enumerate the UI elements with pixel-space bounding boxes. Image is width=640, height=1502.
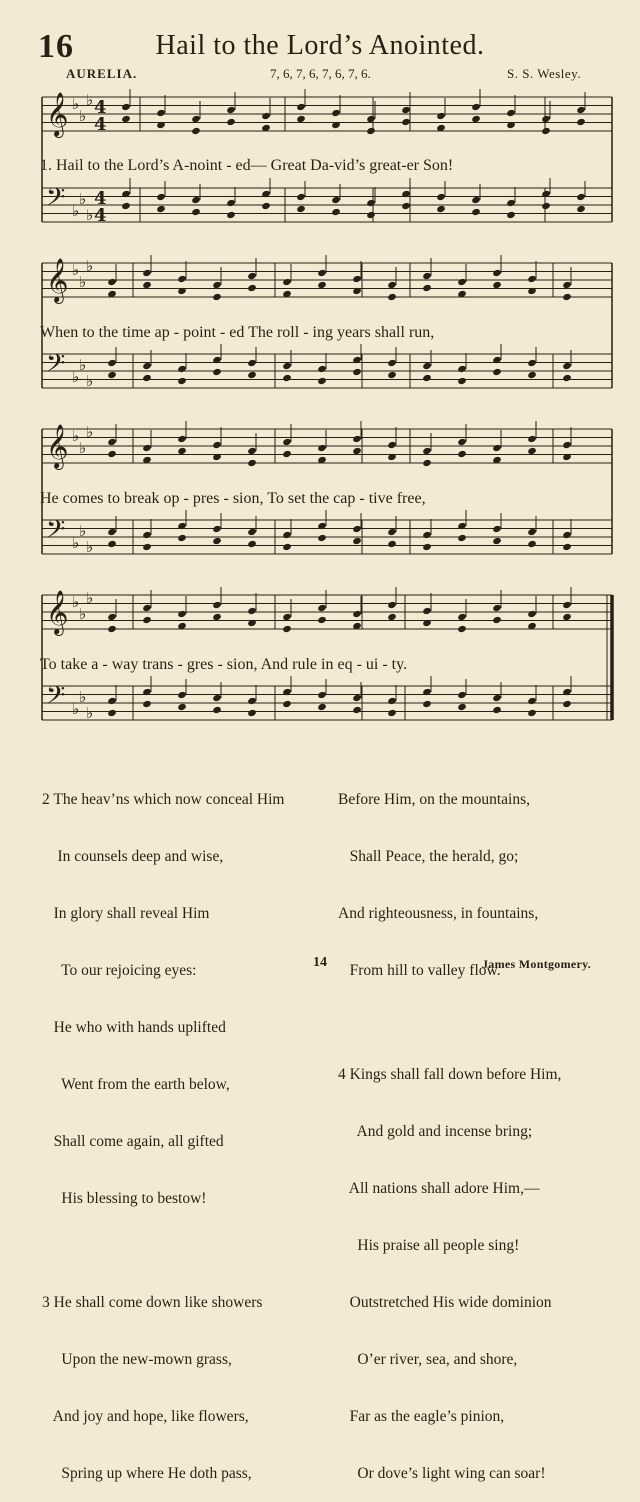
lyric-line-2: When to the time ap - point - ed The roll - ing years shall run, [40, 324, 435, 341]
note-head [387, 709, 397, 717]
note-head [282, 543, 292, 551]
stanza-line: All nations shall adore Him,— [338, 1180, 540, 1197]
flat-sign: ♭ [79, 688, 87, 706]
note-head [156, 109, 166, 117]
note-head [562, 613, 572, 621]
flat-sign: ♭ [72, 202, 80, 220]
note-head [492, 269, 502, 277]
composer: S. S. Wesley. [507, 66, 582, 81]
note-head [317, 616, 327, 624]
stanza-line: Shall come again, all gifted [42, 1133, 224, 1150]
note-head [457, 534, 467, 542]
time-signature: 4 [94, 205, 107, 226]
note-head [212, 694, 222, 702]
note-head [247, 528, 257, 536]
note-head [142, 269, 152, 277]
note-head [422, 607, 432, 615]
stanza-line: To our rejoicing eyes: [42, 962, 197, 979]
note-head [296, 115, 306, 123]
note-head [457, 365, 467, 373]
note-head [282, 362, 292, 370]
note-head [366, 115, 376, 123]
flat-sign: ♭ [72, 368, 80, 386]
note-head [352, 275, 362, 283]
note-head [366, 127, 376, 135]
flat-sign: ♭ [86, 423, 94, 441]
note-head [471, 208, 481, 216]
meter: 7, 6, 7, 6, 7, 6, 7, 6. [270, 66, 371, 81]
note-head [247, 371, 257, 379]
note-head [422, 543, 432, 551]
note-head [387, 613, 397, 621]
note-head [576, 205, 586, 213]
note-head [191, 127, 201, 135]
author: James Montgomery. [482, 957, 592, 971]
note-head [436, 193, 446, 201]
note-head [107, 450, 117, 458]
stanza-line: 2 The heav’ns which now conceal Him [42, 791, 285, 808]
page-number: 14 [313, 955, 327, 970]
flat-sign: ♭ [79, 605, 87, 623]
note-head [562, 700, 572, 708]
note-head [457, 438, 467, 446]
note-head [177, 377, 187, 385]
note-head [142, 700, 152, 708]
note-head [142, 444, 152, 452]
stanza-line: In counsels deep and wise, [42, 848, 224, 865]
flat-sign: ♭ [86, 538, 94, 556]
time-signature: 4 [94, 114, 107, 135]
flat-sign: ♭ [86, 91, 94, 109]
note-head [562, 293, 572, 301]
note-head [317, 269, 327, 277]
note-head [282, 531, 292, 539]
note-head [562, 281, 572, 289]
lyric-line-3: He comes to break op - pres - sion, To set the cap - tive free, [40, 490, 426, 507]
note-head [422, 459, 432, 467]
note-head [282, 278, 292, 286]
treble-clef: 𝄞 [46, 92, 69, 136]
note-head [282, 438, 292, 446]
note-head [107, 540, 117, 548]
note-head [107, 278, 117, 286]
note-head [492, 537, 502, 545]
treble-clef: 𝄞 [46, 590, 69, 634]
note-head [387, 697, 397, 705]
note-head [492, 525, 502, 533]
note-head [282, 450, 292, 458]
note-head [177, 534, 187, 542]
note-head [177, 447, 187, 455]
bass-clef: 𝄢 [46, 681, 66, 716]
note-head [331, 196, 341, 204]
note-head [142, 362, 152, 370]
note-head [212, 525, 222, 533]
note-head [492, 368, 502, 376]
stanza-line: And joy and hope, like flowers, [42, 1408, 249, 1425]
note-head [177, 691, 187, 699]
note-head [562, 441, 572, 449]
stanzas-right [338, 752, 561, 1502]
note-head [562, 601, 572, 609]
note-head [422, 284, 432, 292]
flat-sign: ♭ [72, 95, 80, 113]
note-head [121, 115, 131, 123]
note-head [401, 118, 411, 126]
note-head [422, 531, 432, 539]
note-head [387, 540, 397, 548]
hymn-title: Hail to the Lord’s Anointed. [155, 30, 485, 61]
note-head [282, 613, 292, 621]
stanza-line: And righteousness, in fountains, [338, 905, 539, 922]
note-head [401, 106, 411, 114]
note-head [142, 531, 152, 539]
note-head [527, 528, 537, 536]
note-head [422, 272, 432, 280]
note-head [387, 528, 397, 536]
note-head [352, 525, 362, 533]
note-head [492, 281, 502, 289]
note-head [226, 106, 236, 114]
note-head [226, 118, 236, 126]
flat-sign: ♭ [72, 261, 80, 279]
note-head [282, 374, 292, 382]
note-head [212, 537, 222, 545]
stanza-line: Spring up where He doth pass, [42, 1465, 252, 1482]
note-head [352, 368, 362, 376]
note-head [457, 450, 467, 458]
note-head [352, 706, 362, 714]
note-head [387, 371, 397, 379]
flat-sign: ♭ [72, 534, 80, 552]
note-head [121, 202, 131, 210]
note-head [107, 697, 117, 705]
stanza-line: Went from the earth below, [42, 1076, 230, 1093]
note-head [352, 694, 362, 702]
time-signature: 4 [94, 97, 107, 118]
note-head [156, 205, 166, 213]
stanza-line: O’er river, sea, and shore, [338, 1351, 518, 1368]
note-head [261, 202, 271, 210]
note-head [247, 540, 257, 548]
note-head [492, 616, 502, 624]
note-head [457, 625, 467, 633]
stanza-line: 4 Kings shall fall down before Him, [338, 1066, 562, 1083]
note-head [387, 359, 397, 367]
stanza-line: Or dove’s light wing can soar! [338, 1465, 546, 1482]
note-head [436, 112, 446, 120]
note-head [457, 278, 467, 286]
note-head [261, 112, 271, 120]
bass-clef: 𝄢 [46, 515, 66, 550]
note-head [142, 281, 152, 289]
note-head [107, 438, 117, 446]
note-head [401, 202, 411, 210]
note-head [331, 109, 341, 117]
note-head [492, 604, 502, 612]
note-head [352, 610, 362, 618]
treble-clef: 𝄞 [46, 258, 69, 302]
note-head [527, 435, 537, 443]
tune-name: AURELIA. [66, 66, 138, 81]
note-head [527, 447, 537, 455]
note-head [562, 362, 572, 370]
time-signature: 4 [94, 188, 107, 209]
note-head [576, 118, 586, 126]
note-head [296, 193, 306, 201]
note-head [492, 444, 502, 452]
note-head [212, 613, 222, 621]
flat-sign: ♭ [86, 704, 94, 722]
note-head [317, 365, 327, 373]
note-head [247, 447, 257, 455]
note-head [212, 293, 222, 301]
note-head [191, 208, 201, 216]
lyric-line-1: 1. Hail to the Lord’s A-noint - ed— Great Da-vid’s great-er Son! [40, 157, 454, 174]
flat-sign: ♭ [79, 273, 87, 291]
note-head [317, 604, 327, 612]
note-head [212, 441, 222, 449]
note-head [296, 205, 306, 213]
stanza-line: Outstretched His wide dominion [338, 1294, 552, 1311]
note-head [541, 127, 551, 135]
stanza-line: From hill to valley flow. [338, 962, 501, 979]
note-head [282, 700, 292, 708]
bass-clef: 𝄢 [46, 183, 66, 218]
note-head [387, 441, 397, 449]
note-head [527, 610, 537, 618]
stanza-line: And gold and incense bring; [338, 1123, 533, 1140]
note-head [331, 208, 341, 216]
note-head [317, 691, 327, 699]
note-head [527, 359, 537, 367]
note-head [471, 103, 481, 111]
hymn-number: 16 [38, 28, 74, 65]
note-head [387, 281, 397, 289]
note-head [457, 377, 467, 385]
stanza-line: 3 He shall come down like showers [42, 1294, 263, 1311]
stanza-line [338, 1018, 561, 1027]
note-head [422, 362, 432, 370]
note-head [457, 691, 467, 699]
note-head [422, 374, 432, 382]
note-head [527, 371, 537, 379]
stanza-line: His blessing to bestow! [42, 1190, 207, 1207]
flat-sign: ♭ [79, 190, 87, 208]
note-head [422, 447, 432, 455]
note-head [576, 106, 586, 114]
note-head [457, 703, 467, 711]
note-head [177, 275, 187, 283]
note-head [317, 534, 327, 542]
note-head [352, 447, 362, 455]
note-head [471, 196, 481, 204]
note-head [366, 199, 376, 207]
note-head [366, 211, 376, 219]
stanza-line: Shall Peace, the herald, go; [338, 848, 519, 865]
note-head [212, 281, 222, 289]
flat-sign: ♭ [86, 372, 94, 390]
note-head [317, 703, 327, 711]
note-head [247, 459, 257, 467]
note-head [107, 625, 117, 633]
note-head [527, 275, 537, 283]
note-head [191, 115, 201, 123]
note-head [492, 694, 502, 702]
note-head [506, 199, 516, 207]
note-head [457, 613, 467, 621]
note-head [387, 601, 397, 609]
flat-sign: ♭ [79, 107, 87, 125]
flat-sign: ♭ [79, 522, 87, 540]
note-head [177, 435, 187, 443]
note-head [317, 377, 327, 385]
flat-sign: ♭ [79, 356, 87, 374]
note-head [107, 709, 117, 717]
note-head [471, 115, 481, 123]
note-head [296, 103, 306, 111]
note-head [156, 193, 166, 201]
note-head [177, 610, 187, 618]
note-head [317, 281, 327, 289]
note-head [212, 368, 222, 376]
flat-sign: ♭ [86, 206, 94, 224]
stanza-line: His praise all people sing! [338, 1237, 520, 1254]
note-head [562, 374, 572, 382]
note-head [527, 709, 537, 717]
note-head [541, 202, 551, 210]
note-head [576, 193, 586, 201]
flat-sign: ♭ [86, 589, 94, 607]
lyric-line-4: To take a - way trans - gres - sion, And rule in eq - ui - ty. [40, 656, 408, 673]
note-head [177, 365, 187, 373]
note-head [527, 697, 537, 705]
note-head [247, 284, 257, 292]
note-head [142, 616, 152, 624]
stanza-line: Upon the new-mown grass, [42, 1351, 232, 1368]
note-head [121, 103, 131, 111]
note-head [422, 700, 432, 708]
stanza-line: In glory shall reveal Him [42, 905, 210, 922]
note-head [107, 359, 117, 367]
note-head [142, 543, 152, 551]
stanza-line: He who with hands uplifted [42, 1019, 226, 1036]
stanza-line: Far as the eagle’s pinion, [338, 1408, 505, 1425]
stanza-line [42, 1246, 284, 1255]
stanza-line: Before Him, on the mountains, [338, 791, 530, 808]
note-head [142, 604, 152, 612]
flat-sign: ♭ [72, 700, 80, 718]
note-head [191, 196, 201, 204]
note-head [247, 607, 257, 615]
note-head [541, 115, 551, 123]
note-head [212, 706, 222, 714]
note-head [506, 109, 516, 117]
note-head [247, 359, 257, 367]
flat-sign: ♭ [72, 427, 80, 445]
note-head [107, 371, 117, 379]
note-head [527, 540, 537, 548]
bass-clef: 𝄢 [46, 349, 66, 384]
note-head [247, 697, 257, 705]
note-head [226, 211, 236, 219]
note-head [282, 625, 292, 633]
flat-sign: ♭ [86, 257, 94, 275]
flat-sign: ♭ [72, 593, 80, 611]
note-head [436, 205, 446, 213]
note-head [177, 703, 187, 711]
note-head [387, 293, 397, 301]
note-head [317, 444, 327, 452]
flat-sign: ♭ [79, 439, 87, 457]
note-head [212, 601, 222, 609]
note-head [352, 537, 362, 545]
note-head [107, 528, 117, 536]
note-head [107, 613, 117, 621]
stanzas-left [42, 752, 284, 1502]
note-head [562, 531, 572, 539]
note-head [506, 211, 516, 219]
note-head [142, 374, 152, 382]
note-head [247, 272, 257, 280]
note-head [226, 199, 236, 207]
note-head [562, 543, 572, 551]
note-head [492, 706, 502, 714]
treble-clef: 𝄞 [46, 424, 69, 468]
note-head [247, 709, 257, 717]
note-head [352, 435, 362, 443]
